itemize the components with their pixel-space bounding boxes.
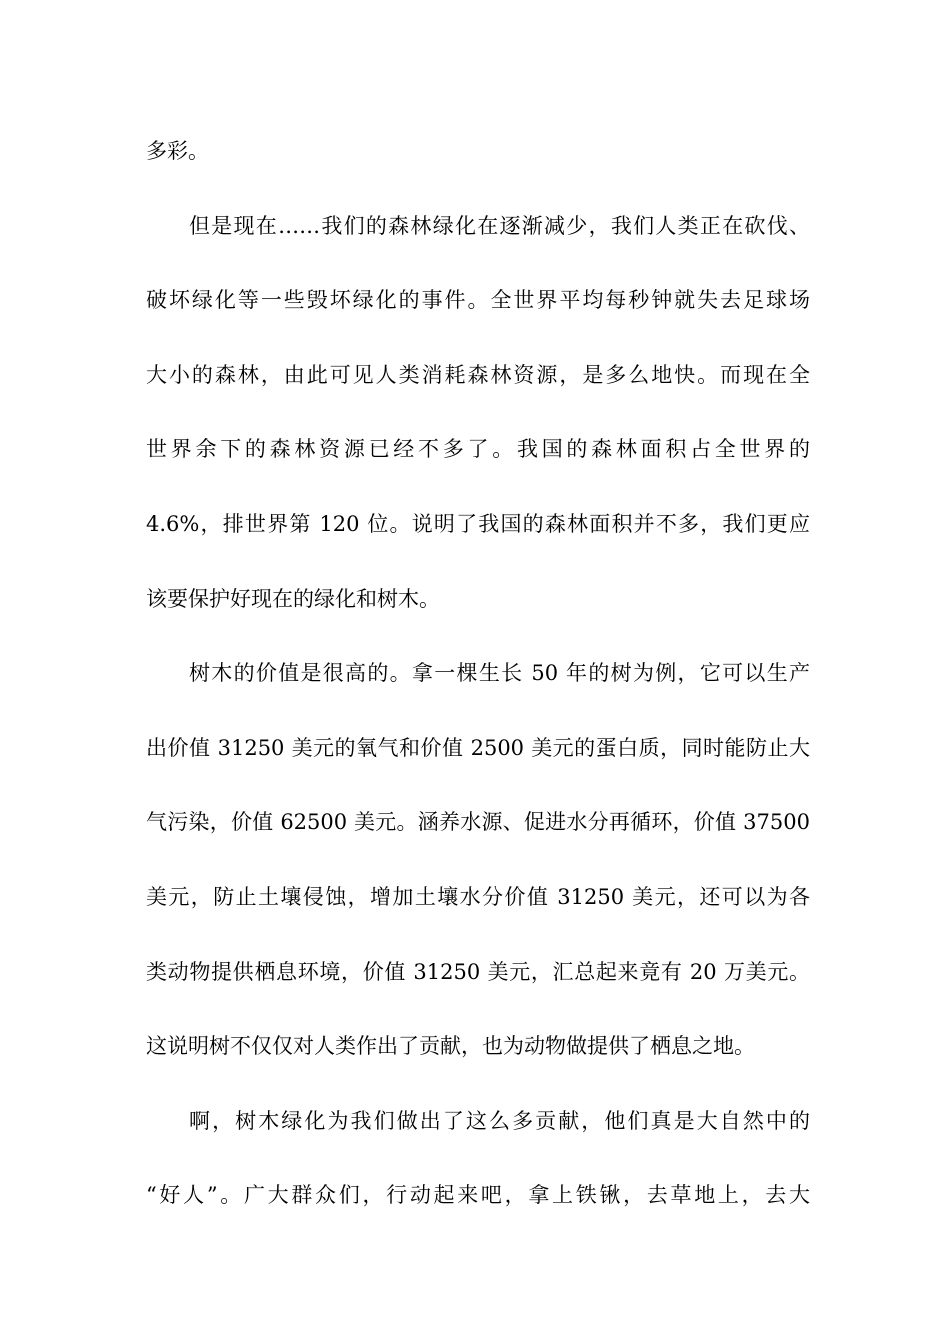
line-gap [146,245,810,282]
text-line: 大小的森林，由此可见人类消耗森林资源，是多么地快。而现在全 [146,362,810,387]
line-gap [146,469,810,506]
body-text [146,133,810,1215]
line-gap [146,916,810,953]
text-line: 美元，防止土壤侵蚀，增加土壤水分价值 31250 美元，还可以为各 [146,884,810,909]
text-line: 气污染，价值 62500 美元。涵养水源、促进水分再循环，价值 37500 [146,810,810,835]
line-gap [146,394,810,431]
text-line: 世界余下的森林资源已经不多了。我国的森林面积占全世界的 [146,437,810,462]
line-gap [146,618,810,655]
text-line: 出价值 31250 美元的氧气和价值 2500 美元的蛋白质，同时能防止大 [146,735,810,760]
line-gap [146,543,810,580]
line-gap [146,170,810,207]
line-gap [146,842,810,879]
text-line: 这说明树不仅仅对人类作出了贡献，也为动物做提供了栖息之地。 [146,1034,755,1059]
text-line: 类动物提供栖息环境，价值 31250 美元，汇总起来竟有 20 万美元。 [146,959,810,984]
line-gap [146,319,810,356]
text-line: 4.6%，排世界第 120 位。说明了我国的森林面积并不多，我们更应 [146,511,810,536]
text-line: 破坏绿化等一些毁坏绿化的事件。全世界平均每秒钟就失去足球场 [146,288,810,313]
line-gap [146,1140,810,1177]
text-line: 树木的价值是很高的。拿一棵生长 50 年的树为例，它可以生产 [189,661,810,686]
line-gap [146,692,810,729]
line-gap [146,767,810,804]
line-gap [146,1065,810,1102]
text-line: 但是现在……我们的森林绿化在逐渐减少，我们人类正在砍伐、 [189,213,810,238]
line-gap [146,991,810,1028]
text-line: 啊，树木绿化为我们做出了这么多贡献，他们真是大自然中的 [189,1108,810,1133]
text-line: 该要保护好现在的绿化和树木。 [146,586,440,611]
text-line: 多彩。 [146,139,209,163]
text-line: “好人”。广大群众们，行动起来吧，拿上铁锹，去草地上，去大 [146,1183,810,1208]
